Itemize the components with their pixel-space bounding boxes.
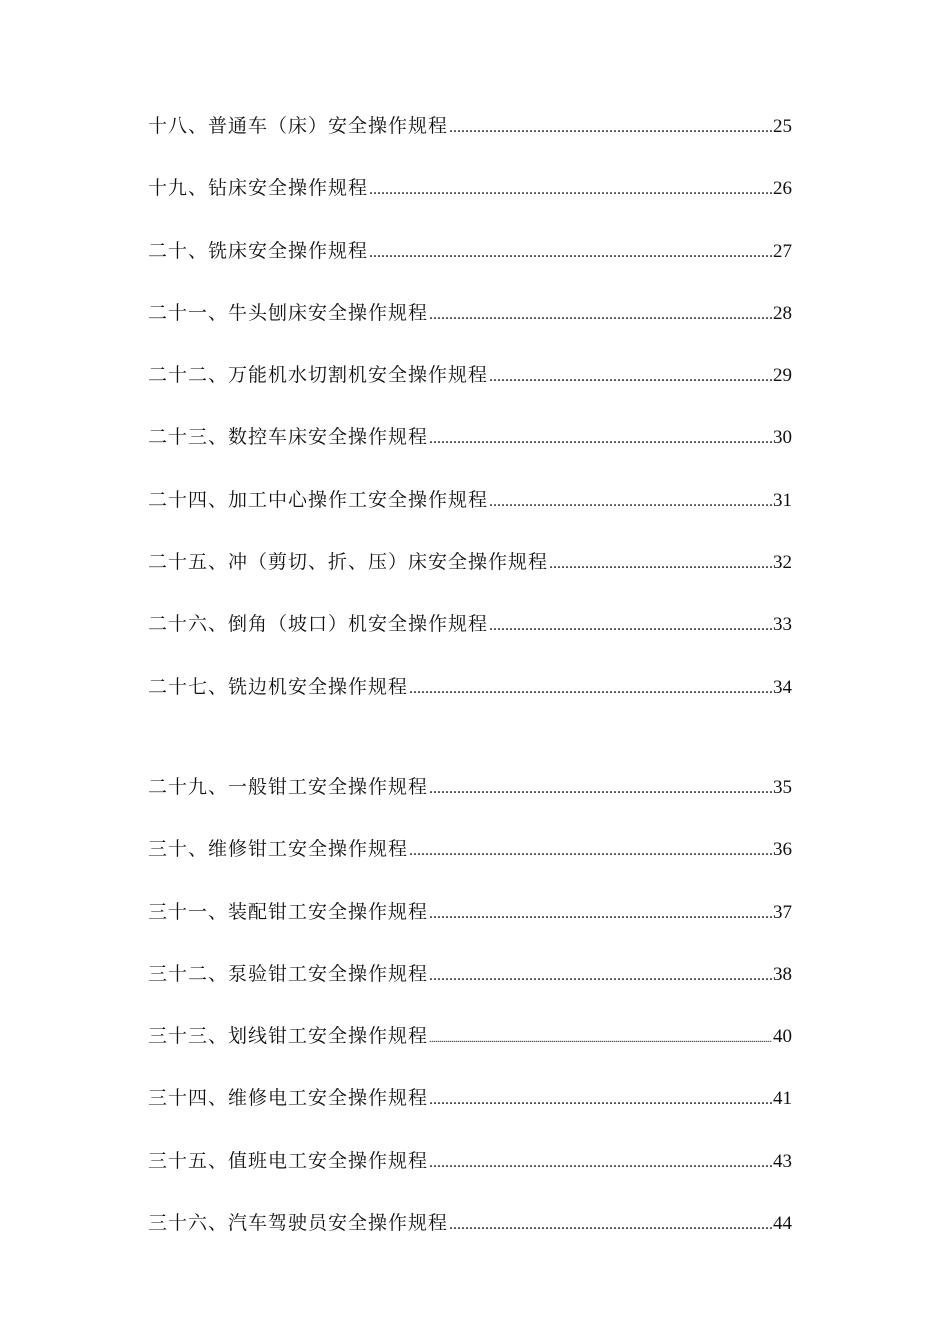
toc-entry[interactable] — [148, 357, 792, 419]
dot-leader — [429, 771, 772, 807]
toc-entry-page: 30 — [773, 427, 792, 449]
toc-entry-page: 44 — [773, 1213, 792, 1235]
toc-entry[interactable] — [148, 1080, 792, 1142]
toc-entry-title: 二十七、铣边机安全操作规程 — [148, 675, 409, 698]
toc-entry-title: 十八、普通车（床）安全操作规程 — [148, 115, 449, 137]
toc-entry-page: 27 — [773, 240, 792, 262]
dot-leader — [429, 958, 772, 994]
toc-entry-page: 31 — [773, 489, 792, 511]
dot-leader — [369, 172, 772, 208]
toc-entry-title: 二十三、数控车床安全操作规程 — [148, 426, 429, 449]
toc-entry-title: 三十二、泵验钳工安全操作规程 — [148, 962, 429, 985]
toc-group-1 — [148, 108, 792, 731]
table-of-contents — [148, 108, 792, 1267]
dot-leader — [449, 1207, 772, 1243]
dot-leader — [429, 421, 772, 457]
toc-entry[interactable] — [148, 1018, 792, 1080]
dot-leader — [449, 110, 772, 146]
toc-entry[interactable] — [148, 544, 792, 606]
dot-leader — [409, 671, 772, 707]
toc-entry[interactable] — [148, 894, 792, 956]
toc-entry[interactable] — [148, 956, 792, 1018]
toc-entry-page: 43 — [773, 1150, 792, 1172]
toc-entry-page: 37 — [773, 901, 792, 923]
toc-entry-title: 二十九、一般钳工安全操作规程 — [148, 775, 429, 798]
dot-leader — [489, 608, 772, 644]
toc-entry-title: 二十二、万能机水切割机安全操作规程 — [148, 364, 489, 387]
toc-entry[interactable] — [148, 108, 792, 170]
toc-entry-title: 二十四、加工中心操作工安全操作规程 — [148, 488, 489, 511]
dot-leader — [429, 297, 772, 333]
dot-leader — [489, 359, 772, 395]
toc-group-2 — [148, 769, 792, 1267]
dot-leader — [429, 1082, 772, 1118]
dot-leader — [489, 484, 772, 520]
toc-entry[interactable] — [148, 606, 792, 668]
toc-entry-page: 35 — [773, 776, 792, 798]
toc-entry[interactable] — [148, 669, 792, 731]
toc-entry[interactable] — [148, 419, 792, 481]
toc-entry-page: 32 — [773, 552, 792, 574]
dot-leader — [429, 1145, 772, 1181]
dot-leader — [409, 833, 772, 869]
toc-entry-title: 三十、维修钳工安全操作规程 — [148, 838, 409, 861]
toc-entry[interactable] — [148, 295, 792, 357]
toc-entry-title: 三十五、值班电工安全操作规程 — [148, 1149, 429, 1172]
toc-entry-page: 36 — [773, 839, 792, 861]
toc-entry-page: 34 — [773, 676, 792, 698]
toc-entry-page: 33 — [773, 614, 792, 636]
dot-leader — [369, 235, 772, 271]
toc-entry-page: 25 — [773, 116, 792, 137]
toc-entry-page: 41 — [773, 1088, 792, 1110]
toc-entry-page: 29 — [773, 365, 792, 387]
toc-entry-title: 十九、钻床安全操作规程 — [148, 177, 369, 200]
toc-entry-page: 38 — [773, 963, 792, 985]
toc-entry[interactable] — [148, 769, 792, 831]
toc-entry[interactable] — [148, 1143, 792, 1205]
toc-entry[interactable] — [148, 233, 792, 295]
dot-leader — [429, 896, 772, 932]
toc-entry-title: 三十一、装配钳工安全操作规程 — [148, 900, 429, 923]
toc-entry[interactable] — [148, 1205, 792, 1267]
toc-entry-title: 二十五、冲（剪切、折、压）床安全操作规程 — [148, 551, 549, 574]
toc-entry-page: 26 — [773, 178, 792, 200]
toc-entry[interactable] — [148, 831, 792, 893]
toc-entry[interactable] — [148, 482, 792, 544]
toc-entry-page: 28 — [773, 302, 792, 324]
toc-entry-title: 二十一、牛头刨床安全操作规程 — [148, 301, 429, 324]
toc-entry-title: 三十四、维修电工安全操作规程 — [148, 1087, 429, 1110]
toc-entry-title: 三十三、划线钳工安全操作规程 — [148, 1025, 429, 1048]
dot-leader — [429, 1022, 772, 1058]
toc-entry-page: 40 — [773, 1026, 792, 1048]
toc-entry-title: 二十六、倒角（坡口）机安全操作规程 — [148, 613, 489, 636]
toc-entry[interactable] — [148, 170, 792, 232]
toc-entry-title: 三十六、汽车驾驶员安全操作规程 — [148, 1212, 449, 1235]
toc-entry-title: 二十、铣床安全操作规程 — [148, 239, 369, 262]
dot-leader — [549, 546, 772, 582]
